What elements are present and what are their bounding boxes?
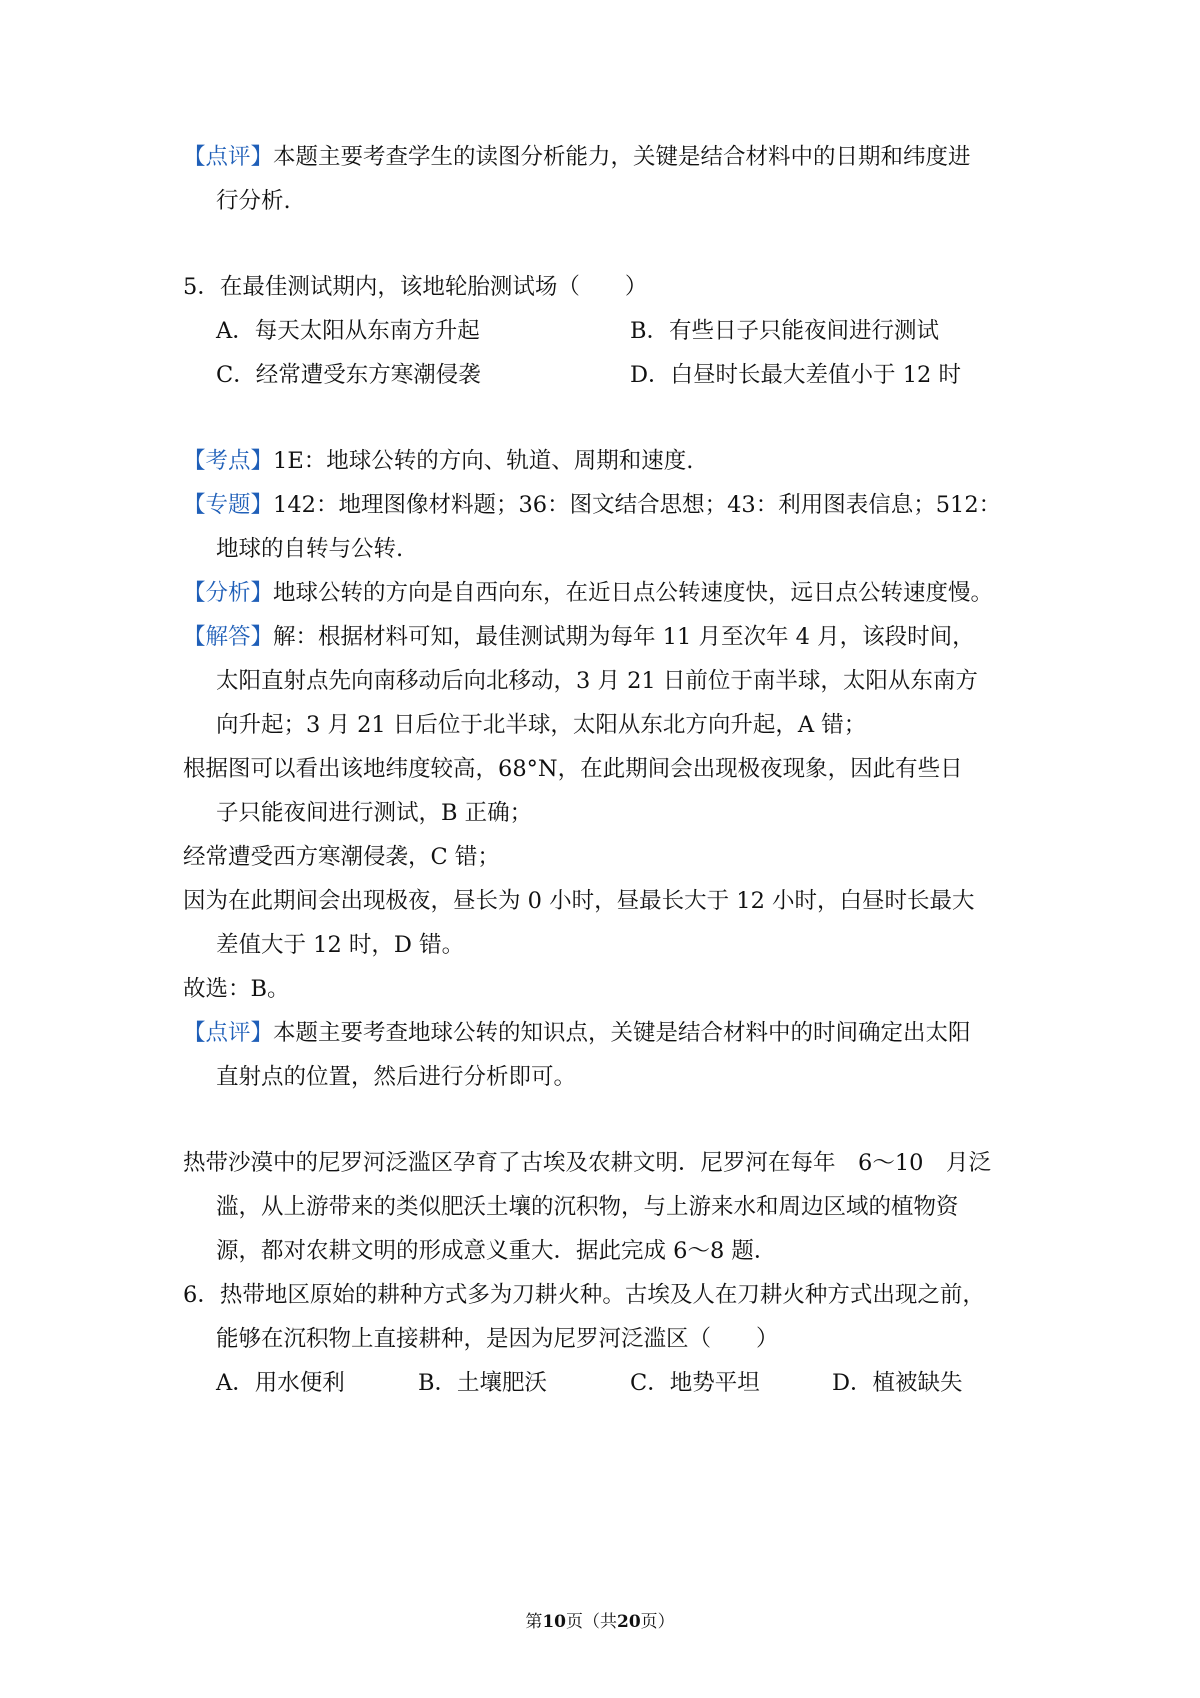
zhuanti-line: [183, 490, 1001, 520]
dianping-line: [183, 1018, 971, 1048]
jieda-line: [183, 622, 975, 652]
jieda-text-7: 因为在此期间会出现极夜，昼长为 0 小时，昼最长大于 12 小时，白昼时长最大: [183, 888, 975, 914]
q5-option-b: B．有些日子只能夜间进行测试: [630, 318, 940, 344]
footer-page-number: 10: [542, 1612, 566, 1632]
kaodian-line: [183, 446, 693, 476]
dianping-tag: 【点评】: [183, 1020, 274, 1046]
q6-option-b: B．土壤肥沃: [418, 1370, 548, 1396]
jieda-text-4: 根据图可以看出该地纬度较高，68°N，在此期间会出现极夜现象，因此有些日: [183, 756, 963, 782]
footer-prefix: 第: [525, 1612, 543, 1632]
zhuanti-text: 142：地理图像材料题；36：图文结合思想；43：利用图表信息；512：: [273, 492, 1002, 518]
fenxi-text: 地球公转的方向是自西向东，在近日点公转速度快，远日点公转速度慢。: [273, 580, 994, 606]
footer-suffix: 页）: [640, 1612, 675, 1632]
jieda-text-2: 太阳直射点先向南移动后向北移动，3 月 21 日前位于南半球，太阳从东南方: [216, 668, 978, 694]
footer-total-pages: 20: [617, 1612, 641, 1632]
kaodian-tag: 【考点】: [183, 448, 274, 474]
jieda-text-6: 经常遭受西方寒潮侵袭，C 错；: [183, 844, 500, 870]
question-5-stem: 5．在最佳测试期内，该地轮胎测试场（ ）: [183, 274, 648, 300]
q5-option-c: C．经常遭受东方寒潮侵袭: [216, 362, 481, 388]
jieda-text: 解：根据材料可知，最佳测试期为每年 11 月至次年 4 月，该段时间，: [273, 624, 975, 650]
material-text-2: 滥，从上游带来的类似肥沃土壤的沉积物，与上游来水和周边区域的植物资: [216, 1194, 959, 1220]
comment-line: [183, 142, 971, 172]
jieda-text-3: 向升起；3 月 21 日后位于北半球，太阳从东北方向升起，A 错；: [216, 712, 867, 738]
material-text-3: 源，都对农耕文明的形成意义重大．据此完成 6～8 题．: [216, 1238, 777, 1264]
jieda-text-5: 子只能夜间进行测试，B 正确；: [216, 800, 533, 826]
zhuanti-tag: 【专题】: [183, 492, 274, 518]
fenxi-tag: 【分析】: [183, 580, 274, 606]
q5-option-d: D．白昼时长最大差值小于 12 时: [630, 362, 961, 388]
fenxi-line: [183, 578, 993, 608]
dianping-text: 本题主要考查地球公转的知识点，关键是结合材料中的时间确定出太阳: [273, 1020, 971, 1046]
question-6-stem-continued: 能够在沉积物上直接耕种，是因为尼罗河泛滥区（ ）: [216, 1326, 779, 1352]
comment-tag: 【点评】: [183, 144, 274, 170]
footer-middle: 页（共: [566, 1612, 617, 1632]
q6-option-c: C．地势平坦: [630, 1370, 760, 1396]
comment-text: 本题主要考查学生的读图分析能力，关键是结合材料中的日期和纬度进: [273, 144, 971, 170]
material-text-1: 热带沙漠中的尼罗河泛滥区孕育了古埃及农耕文明．尼罗河在每年 6～10 月泛: [183, 1150, 991, 1176]
comment-text-continued: 行分析.: [216, 188, 291, 214]
jieda-tag: 【解答】: [183, 624, 274, 650]
question-6-stem: 6．热带地区原始的耕种方式多为刀耕火种。古埃及人在刀耕火种方式出现之前，: [183, 1282, 985, 1308]
q5-option-a: A．每天太阳从东南方升起: [216, 318, 480, 344]
jieda-text-8: 差值大于 12 时，D 错。: [216, 932, 465, 958]
q6-option-d: D．植被缺失: [832, 1370, 963, 1396]
dianping-text-continued: 直射点的位置，然后进行分析即可。: [216, 1064, 577, 1090]
q6-option-a: A．用水便利: [216, 1370, 345, 1396]
zhuanti-text-continued: 地球的自转与公转.: [216, 536, 404, 562]
page-footer: [0, 1610, 1200, 1634]
kaodian-text: 1E：地球公转的方向、轨道、周期和速度.: [273, 448, 694, 474]
answer-line: 故选：B。: [183, 976, 290, 1002]
